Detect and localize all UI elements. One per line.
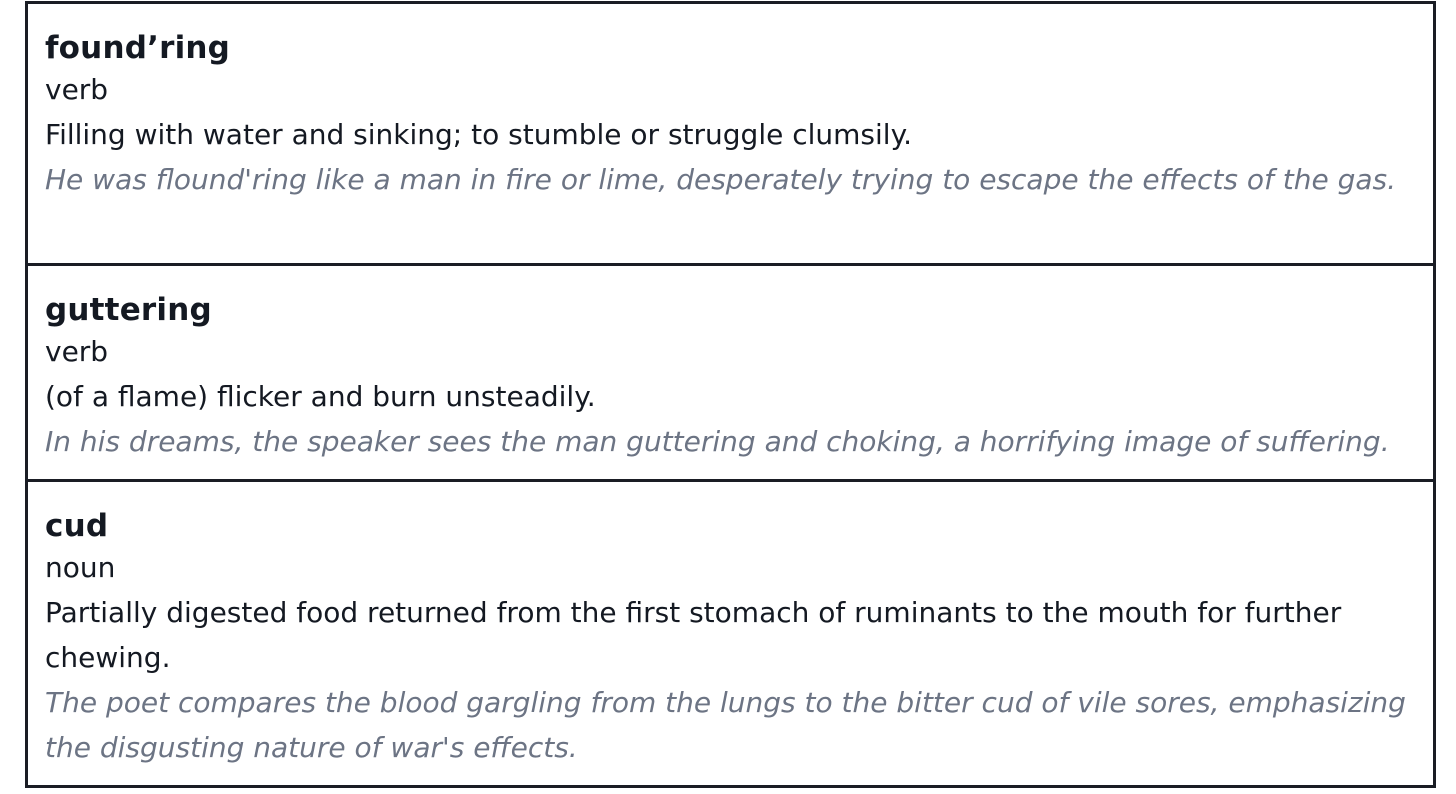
term-definition: Partially digested food returned from the first stomach of ruminants to the mouth for further chewing.: [45, 596, 1342, 674]
term-title: found’ring: [45, 30, 231, 66]
part-of-speech: verb: [45, 335, 109, 368]
usage-example: The poet compares the blood gargling from the lungs to the bitter cud of vile sores, emphasizing the disgusting nature of war's effects.: [45, 686, 1406, 764]
part-of-speech: verb: [45, 73, 109, 106]
term-title: cud: [45, 508, 109, 544]
glossary-entry: [28, 479, 1433, 785]
term-definition: Filling with water and sinking; to stumble or struggle clumsily.: [45, 118, 913, 151]
glossary-entry: [28, 4, 1433, 263]
glossary-entry: [28, 263, 1433, 479]
usage-example: He was flound'ring like a man in fire or lime, desperately trying to escape the effects of the gas.: [45, 163, 1396, 196]
usage-example: In his dreams, the speaker sees the man guttering and choking, a horrifying image of suffering.: [45, 425, 1390, 458]
part-of-speech: noun: [45, 551, 116, 584]
vocabulary-glossary: [25, 1, 1436, 788]
term-title: guttering: [45, 292, 212, 328]
term-definition: (of a flame) flicker and burn unsteadily.: [45, 380, 596, 413]
